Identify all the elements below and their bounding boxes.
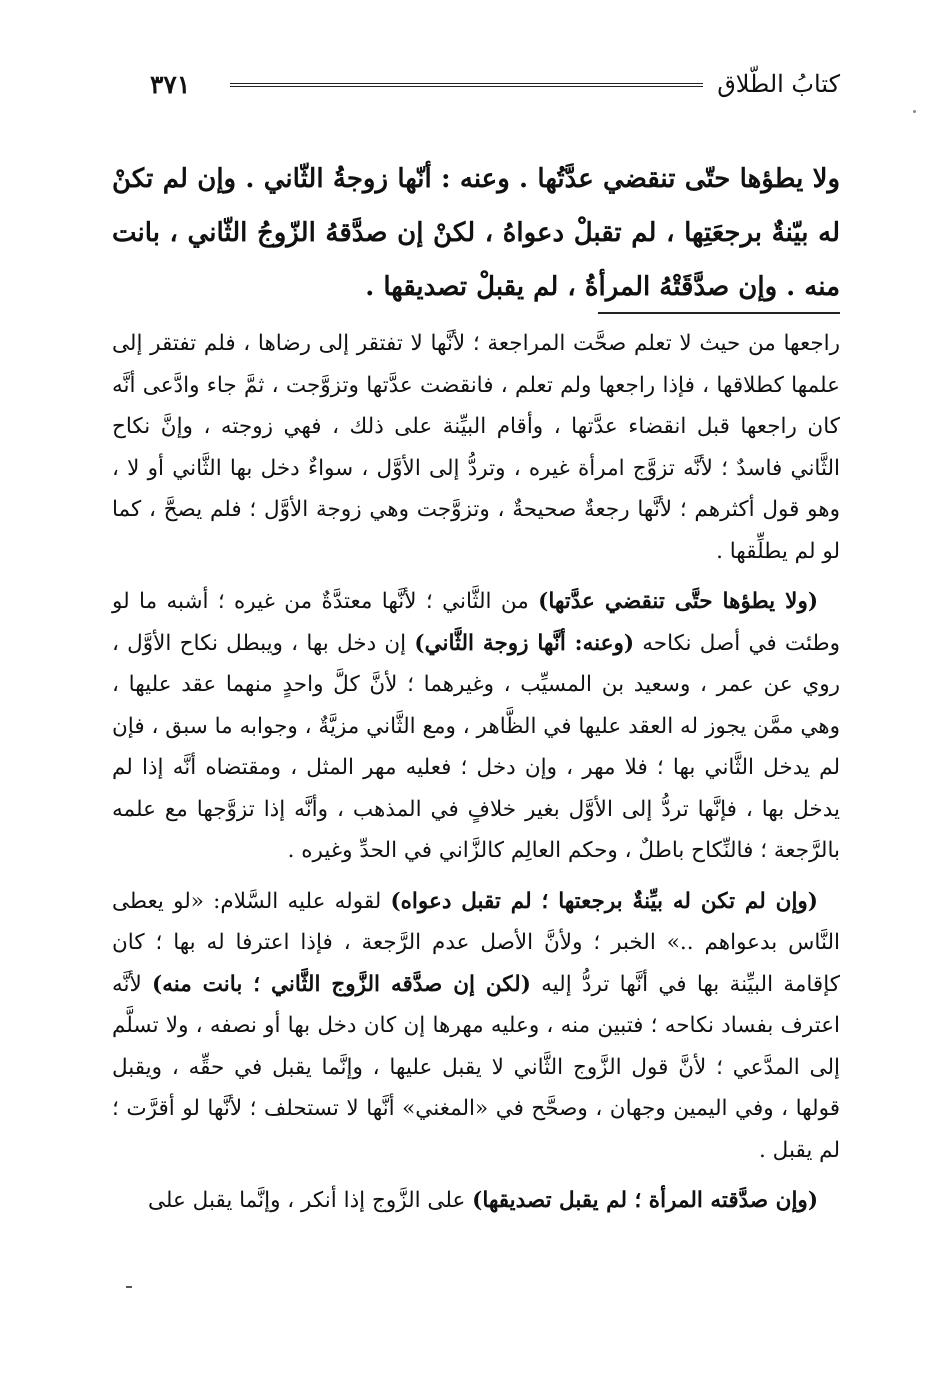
running-header <box>150 64 840 104</box>
quoted-matn: (لكن إن صدَّقه الزَّوج الثَّاني ؛ بانت منه) <box>152 971 531 997</box>
commentary-text: على الزَّوج إذا أنكر ، وإنَّما يقبل على <box>147 1188 473 1213</box>
commentary-text: من الثَّاني ؛ لأنَّها معتدَّةٌ من غيره ؛ أشبه ما لو وطئت في أصل نكاحه <box>112 589 840 656</box>
commentary-paragraph <box>112 881 840 1172</box>
chapter-title: كتابُ الطّلاق <box>717 70 840 98</box>
commentary <box>112 323 840 1231</box>
commentary-text: لأنَّه اعترف بفساد نكاحه ؛ فتبين منه ، وعليه مهرها إن كان دخل بها أو نصفه ، ولا تسلَّم إلى المدَّعي ؛ لأنَّ قول الزَّوج الثَّاني لا يقبل عليها ، وإنَّما يقبل في حقِّه ، ويقبل قولها ، وفي اليمين وجهان ، وصحَّح في «المغني» أنَّها لا تستحلف ؛ لأنَّها لو أقرَّت ؛ لم يقبل . <box>112 971 840 1163</box>
margin-speck <box>913 110 916 113</box>
commentary-paragraph <box>112 323 840 572</box>
commentary-paragraph <box>112 1180 840 1222</box>
page-number: ٣٧١ <box>150 69 191 99</box>
quoted-matn: (وإن لم تكن له بيِّنةٌ برجعتها ؛ لم تقبل دعواه) <box>390 888 818 914</box>
commentary-paragraph <box>112 581 840 872</box>
quoted-matn: (وإن صدَّقته المرأة ؛ لم يقبل تصديقها) <box>472 1188 818 1213</box>
main-text-body: ولا يطؤها حتّى تنقضي عدَّتُها . وعنه : أنّها زوجةُ الثّاني . وإن لم تكنْ له بيّنةٌ برجعَتِها ، لم تقبلْ دعواهُ ، لكنْ إن صدَّقهُ الزّوجُ الثّاني ، بانت منه . وإن صدَّقَتْهُ المرأةُ ، لم يقبلْ تصديقها . <box>112 164 840 302</box>
footnote-divider <box>598 312 840 314</box>
commentary-text: لقوله عليه السَّلام: «لو يعطى النَّاس بدعواهم ..» الخبر ؛ ولأنَّ الأصل عدم الرَّجعة ، فإذا اعترفا له بها ؛ كان كإقامة البيِّنة بها في أنَّها تردُّ إليه <box>112 888 840 997</box>
commentary-text: إن دخل بها ، ويبطل نكاح الأوَّل ، روي عن عمر ، وسعيد بن المسيِّب ، وغيرهما ؛ لأنَّ كلَّ واحدٍ منهما عقد عليها ، وهي ممَّن يجوز له العقد عليها في الظَّاهر ، ومع الثَّاني مزيَّةٌ ، وجوابه ما سبق ، فإن لم يدخل الثَّاني بها ؛ فلا مهر ، وإن دخل ؛ فعليه مهر المثل ، ومقتضاه أنَّه إذا لم يدخل بها ، فإنَّها تردُّ إلى الأوَّل بغير خلافٍ في المذهب ، وأنَّه إذا تزوَّجها مع علمه بالرَّجعة ؛ فالنِّكاح باطلٌ ، وحكم العالِم كالزَّاني في الحدِّ وغيره . <box>112 630 840 863</box>
page-speck <box>126 1286 132 1288</box>
main-text <box>112 152 840 314</box>
quoted-matn: (وعنه: أنَّها زوجة الثَّاني) <box>414 630 635 656</box>
commentary-text: راجعها من حيث لا تعلم صحَّت المراجعة ؛ لأنَّها لا تفتقر إلى رضاها ، فلم تفتقر إلى علمها كطلاقها ، فإذا راجعها ولم تعلم ، فانقضت عدَّتها وتزوَّجت ، ثمَّ جاء وادَّعى أنَّه كان راجعها قبل انقضاء عدَّتها ، وأقام البيِّنة على ذلك ، فهي زوجته ، وإنَّ نكاح الثَّاني فاسدٌ ؛ لأنَّه تزوَّج امرأة غيره ، وتردُّ إلى الأوَّل ، سواءٌ دخل بها الثَّاني أو لا ، وهو قول أكثرهم ؛ لأنَّها رجعةٌ صحيحةٌ ، وتزوَّجت وهي زوجة الأوَّل ؛ فلم يصحَّ ، كما لو لم يطلِّقها . <box>112 331 840 564</box>
quoted-matn: (ولا يطؤها حتَّى تنقضي عدَّتها) <box>538 589 819 614</box>
header-rule <box>230 83 703 87</box>
